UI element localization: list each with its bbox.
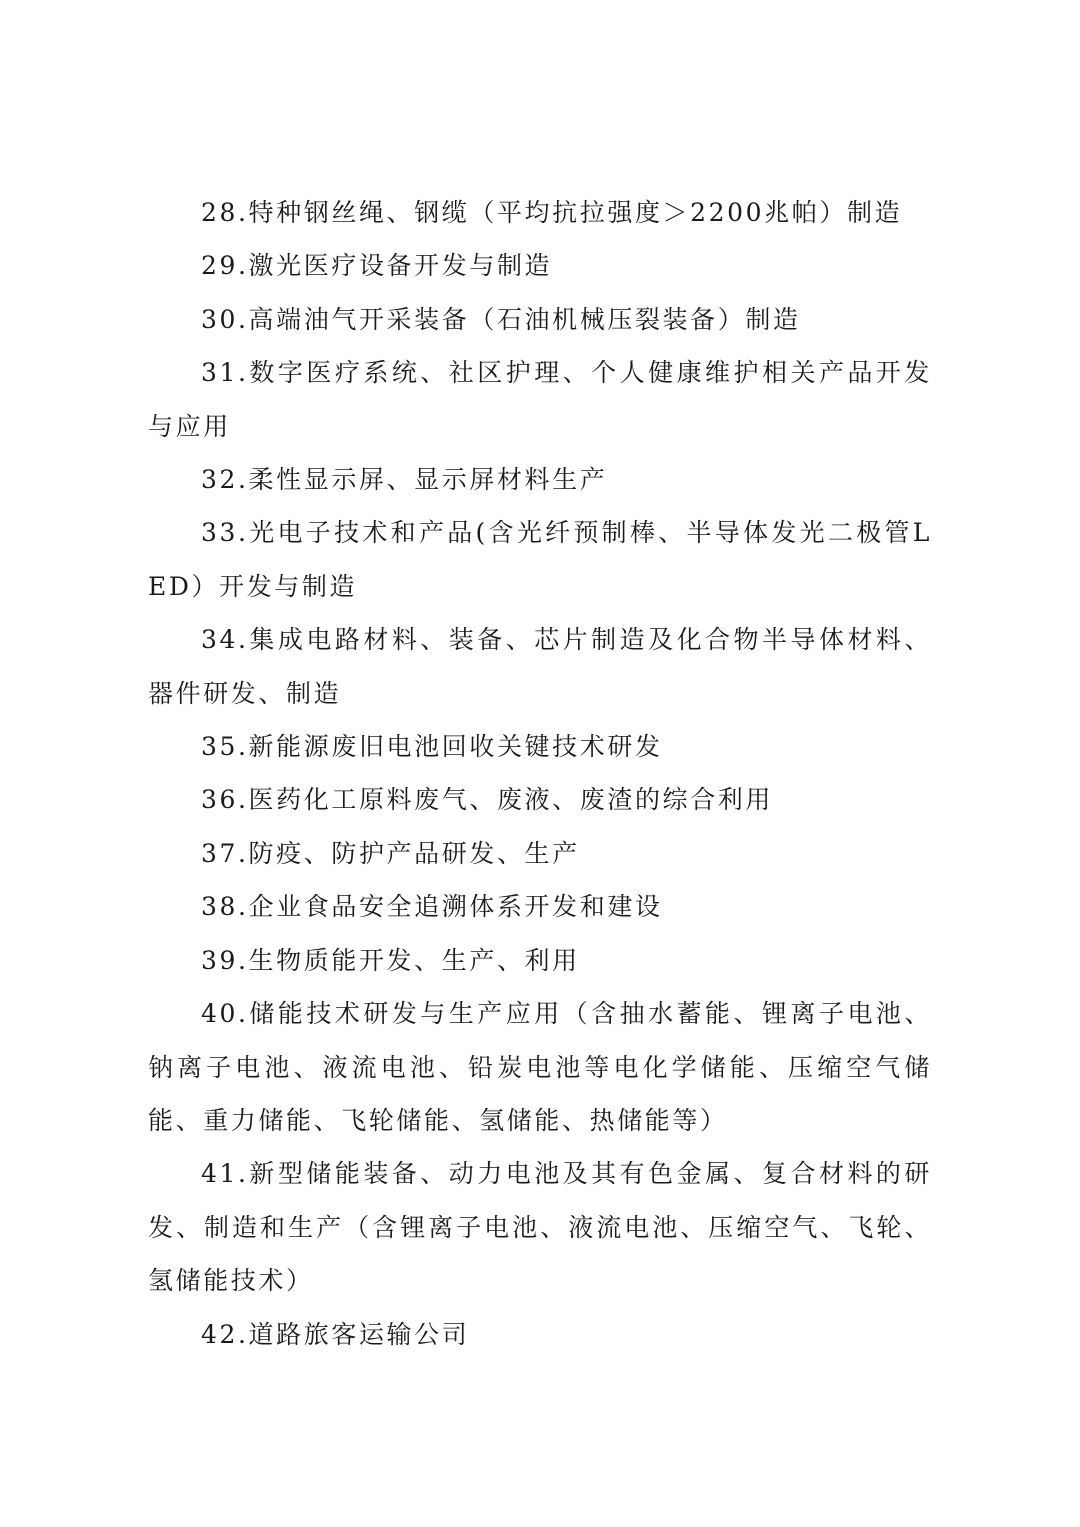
list-item-41: 41.新型储能装备、动力电池及其有色金属、复合材料的研发、制造和生产（含锂离子电池、液流电池、压缩空气、飞轮、氢储能技术） bbox=[148, 1159, 932, 1296]
list-item-39: 39.生物质能开发、生产、利用 bbox=[201, 945, 580, 975]
list-item-29: 29.激光医疗设备开发与制造 bbox=[201, 251, 553, 281]
list-item-33: 33.光电子技术和产品(含光纤预制棒、半导体发光二极管LED）开发与制造 bbox=[148, 518, 932, 601]
list-item-42: 42.道路旅客运输公司 bbox=[201, 1319, 470, 1349]
list-item-34: 34.集成电路材料、装备、芯片制造及化合物半导体材料、器件研发、制造 bbox=[148, 625, 932, 708]
list-item-31: 31.数字医疗系统、社区护理、个人健康维护相关产品开发与应用 bbox=[148, 358, 932, 441]
list-item-40: 40.储能技术研发与生产应用（含抽水蓄能、锂离子电池、钠离子电池、液流电池、铅炭电池等电化学储能、压缩空气储能、重力储能、飞轮储能、氢储能、热储能等） bbox=[148, 999, 932, 1135]
list-item-35: 35.新能源废旧电池回收关键技术研发 bbox=[201, 732, 663, 762]
document-body bbox=[148, 186, 932, 1361]
list-item-30: 30.高端油气开采装备（石油机械压裂装备）制造 bbox=[201, 304, 801, 334]
list-item-38: 38.企业食品安全追溯体系开发和建设 bbox=[201, 892, 663, 922]
list-item-36: 36.医药化工原料废气、废液、废渣的综合利用 bbox=[201, 785, 773, 815]
list-item-32: 32.柔性显示屏、显示屏材料生产 bbox=[201, 465, 608, 495]
list-item-28: 28.特种钢丝绳、钢缆（平均抗拉强度＞2200兆帕）制造 bbox=[201, 198, 903, 227]
list-item-37: 37.防疫、防护产品研发、生产 bbox=[201, 838, 580, 868]
